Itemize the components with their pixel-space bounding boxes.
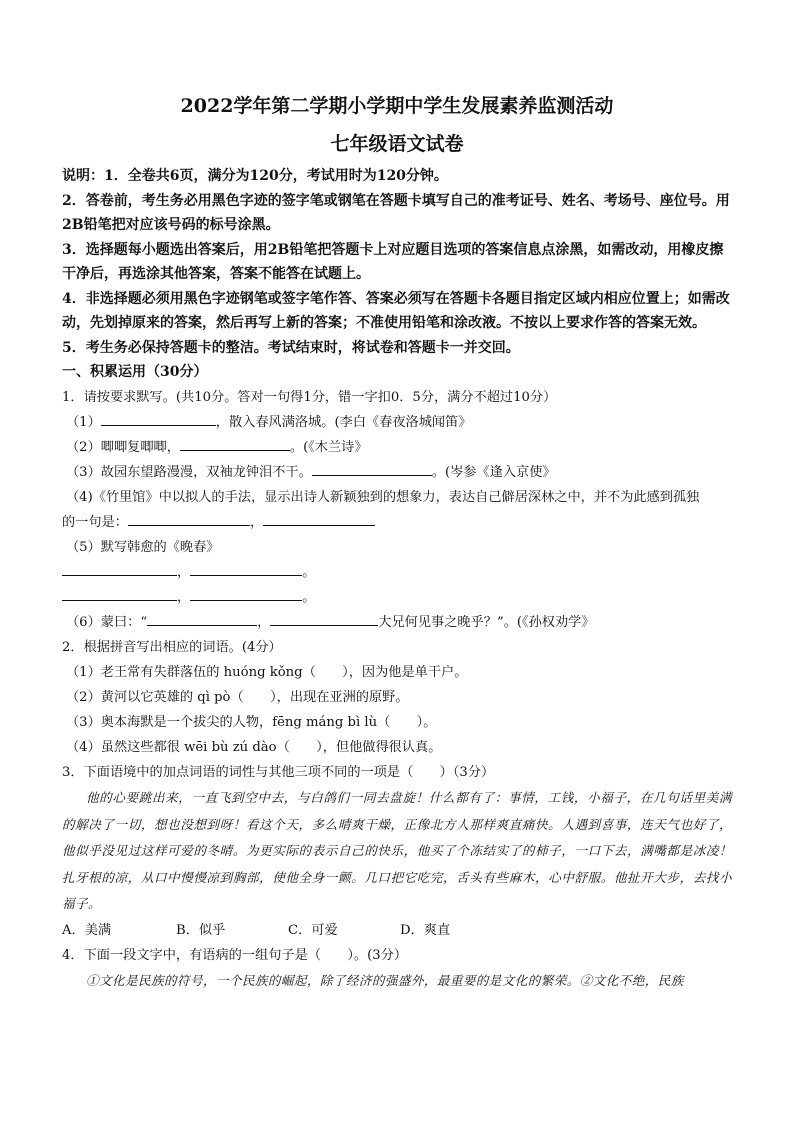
question-1-item-4-cont: 的一句是： ， bbox=[62, 510, 732, 535]
question-1-item-5-line-1: ， 。 bbox=[62, 560, 732, 585]
question-1-item-4: （4)《竹里馆》中以拟人的手法，显示出诗人新颖独到的想象力，表达自己僻居深林之中，并不为此感到孤独 bbox=[66, 490, 700, 505]
instruction-4: 4．非选择题必须用黑色字迹钢笔或签字笔作答、答案必须写在答题卡各题目指定区域内相应位置上；如需改动，先划掉原来的答案，然后再写上新的答案；不准使用铅笔和涂改液。不按以上要求作答的答案无效。 bbox=[62, 290, 730, 331]
question-3-options bbox=[62, 918, 732, 943]
instruction-3: 3．选择题每小题选出答案后，用2B铅笔把答题卡上对应题目选项的答案信息点涂黑，如需改动，用橡皮擦干净后，再选涂其他答案，答案不能答在试题上。 bbox=[62, 241, 724, 282]
exam-subtitle: 七年级语文试卷 bbox=[330, 133, 464, 155]
exam-page bbox=[62, 92, 732, 994]
answer-blank bbox=[101, 411, 216, 426]
section-heading: 一、积累运用（30分） bbox=[62, 364, 208, 380]
instruction-5: 5．考生务必保持答题卡的整洁。考试结束时，将试卷和答题卡一并交回。 bbox=[62, 339, 520, 356]
question-2-stem: 2．根据拼音写出相应的词语。(4分） bbox=[62, 640, 282, 655]
option-b: B．似乎 bbox=[176, 922, 226, 938]
answer-blank bbox=[190, 586, 302, 601]
question-2-item-2: （2）黄河以它英雄的 qì pò（ ），出现在亚洲的原野。 bbox=[66, 690, 409, 705]
question-2-item-4: （4）虽然这些都很 wēi bù zú dào（ ），但他做得很认真。 bbox=[66, 740, 442, 755]
answer-blank bbox=[147, 611, 257, 626]
answer-blank bbox=[128, 511, 250, 526]
answer-blank bbox=[270, 611, 378, 626]
option-a: A．美满 bbox=[62, 922, 112, 938]
question-1-item-5: （5）默写韩愈的《晚春》 bbox=[66, 540, 220, 555]
question-3-passage: 他的心要跳出来，一直飞到空中去，与白鸽们一同去盘旋！什么都有了：事情，工钱，小福子，在几句话里美满的解决了一切，想也没想到呀！看这个天，多么晴爽干燥，正像北方人那样爽直痛快。人遇到喜事，连天气也好了，他似乎没见过这样可爱的冬晴。为更实际的表示自己的快乐，他买了个冻结实了的柿子，一口下去，满嘴都是冰凌！扎牙根的凉，从口中慢慢凉到胸部，使他全身一颤。几口把它吃完，舌头有些麻木，心中舒服。他扯开大步，去找小福子。 bbox=[62, 790, 732, 911]
question-2-item-3: （3）奥本海默是一个拔尖的人物，fēng máng bì lù（ ）。 bbox=[66, 715, 437, 730]
question-1-item-3: （3）故园东望路漫漫，双袖龙钟泪不干。 。(岑参《逢入京使》 bbox=[62, 460, 732, 485]
question-1-item-1: （1） ，散入春风满洛城。(李白《春夜洛城闻笛》 bbox=[62, 410, 732, 435]
exam-title: 2022学年第二学期小学期中学生发展素养监测活动 bbox=[180, 95, 614, 117]
question-4-stem: 4．下面一段文字中，有语病的一组句子是（ ）。(3分） bbox=[62, 947, 408, 963]
answer-blank bbox=[62, 561, 177, 576]
instruction-1: 说明：1．全卷共6页，满分为120分，考试用时为120分钟。 bbox=[62, 168, 448, 184]
question-2-item-1: （1）老王常有失群落伍的 huóng kǒng（ ），因为他是单干户。 bbox=[66, 665, 468, 680]
question-4-passage: ①文化是民族的符号，一个民族的崛起，除了经济的强盛外，最重要的是文化的繁荣。②文化不绝，民族 bbox=[86, 972, 684, 988]
question-1-item-2: （2）唧唧复唧唧， 。(《木兰诗》 bbox=[62, 435, 732, 460]
question-3-stem: 3．下面语境中的加点词语的词性与其他三项不同的一项是（ ）（3分） bbox=[62, 765, 495, 780]
question-1-item-5-line-2: ， 。 bbox=[62, 585, 732, 610]
question-1-item-6: （6）蒙曰：“ ， 大兄何见事之晚乎？”。(《孙权劝学》 bbox=[62, 610, 732, 635]
instruction-2: 2．答卷前，考生务必用黑色字迹的签字笔或钢笔在答题卡填写自己的准考证号、姓名、考场号、座位号。用2B铅笔把对应该号码的标号涂黑。 bbox=[62, 192, 730, 233]
answer-blank bbox=[180, 436, 290, 451]
option-c: C．可爱 bbox=[288, 922, 338, 938]
answer-blank bbox=[62, 586, 177, 601]
answer-blank bbox=[190, 561, 302, 576]
answer-blank bbox=[263, 511, 375, 526]
answer-blank bbox=[312, 461, 432, 476]
question-1-stem: 1．请按要求默写。(共10分。答对一句得1分，错一字扣0．5分，满分不超过10分） bbox=[62, 390, 557, 405]
option-d: D．爽直 bbox=[400, 922, 451, 938]
